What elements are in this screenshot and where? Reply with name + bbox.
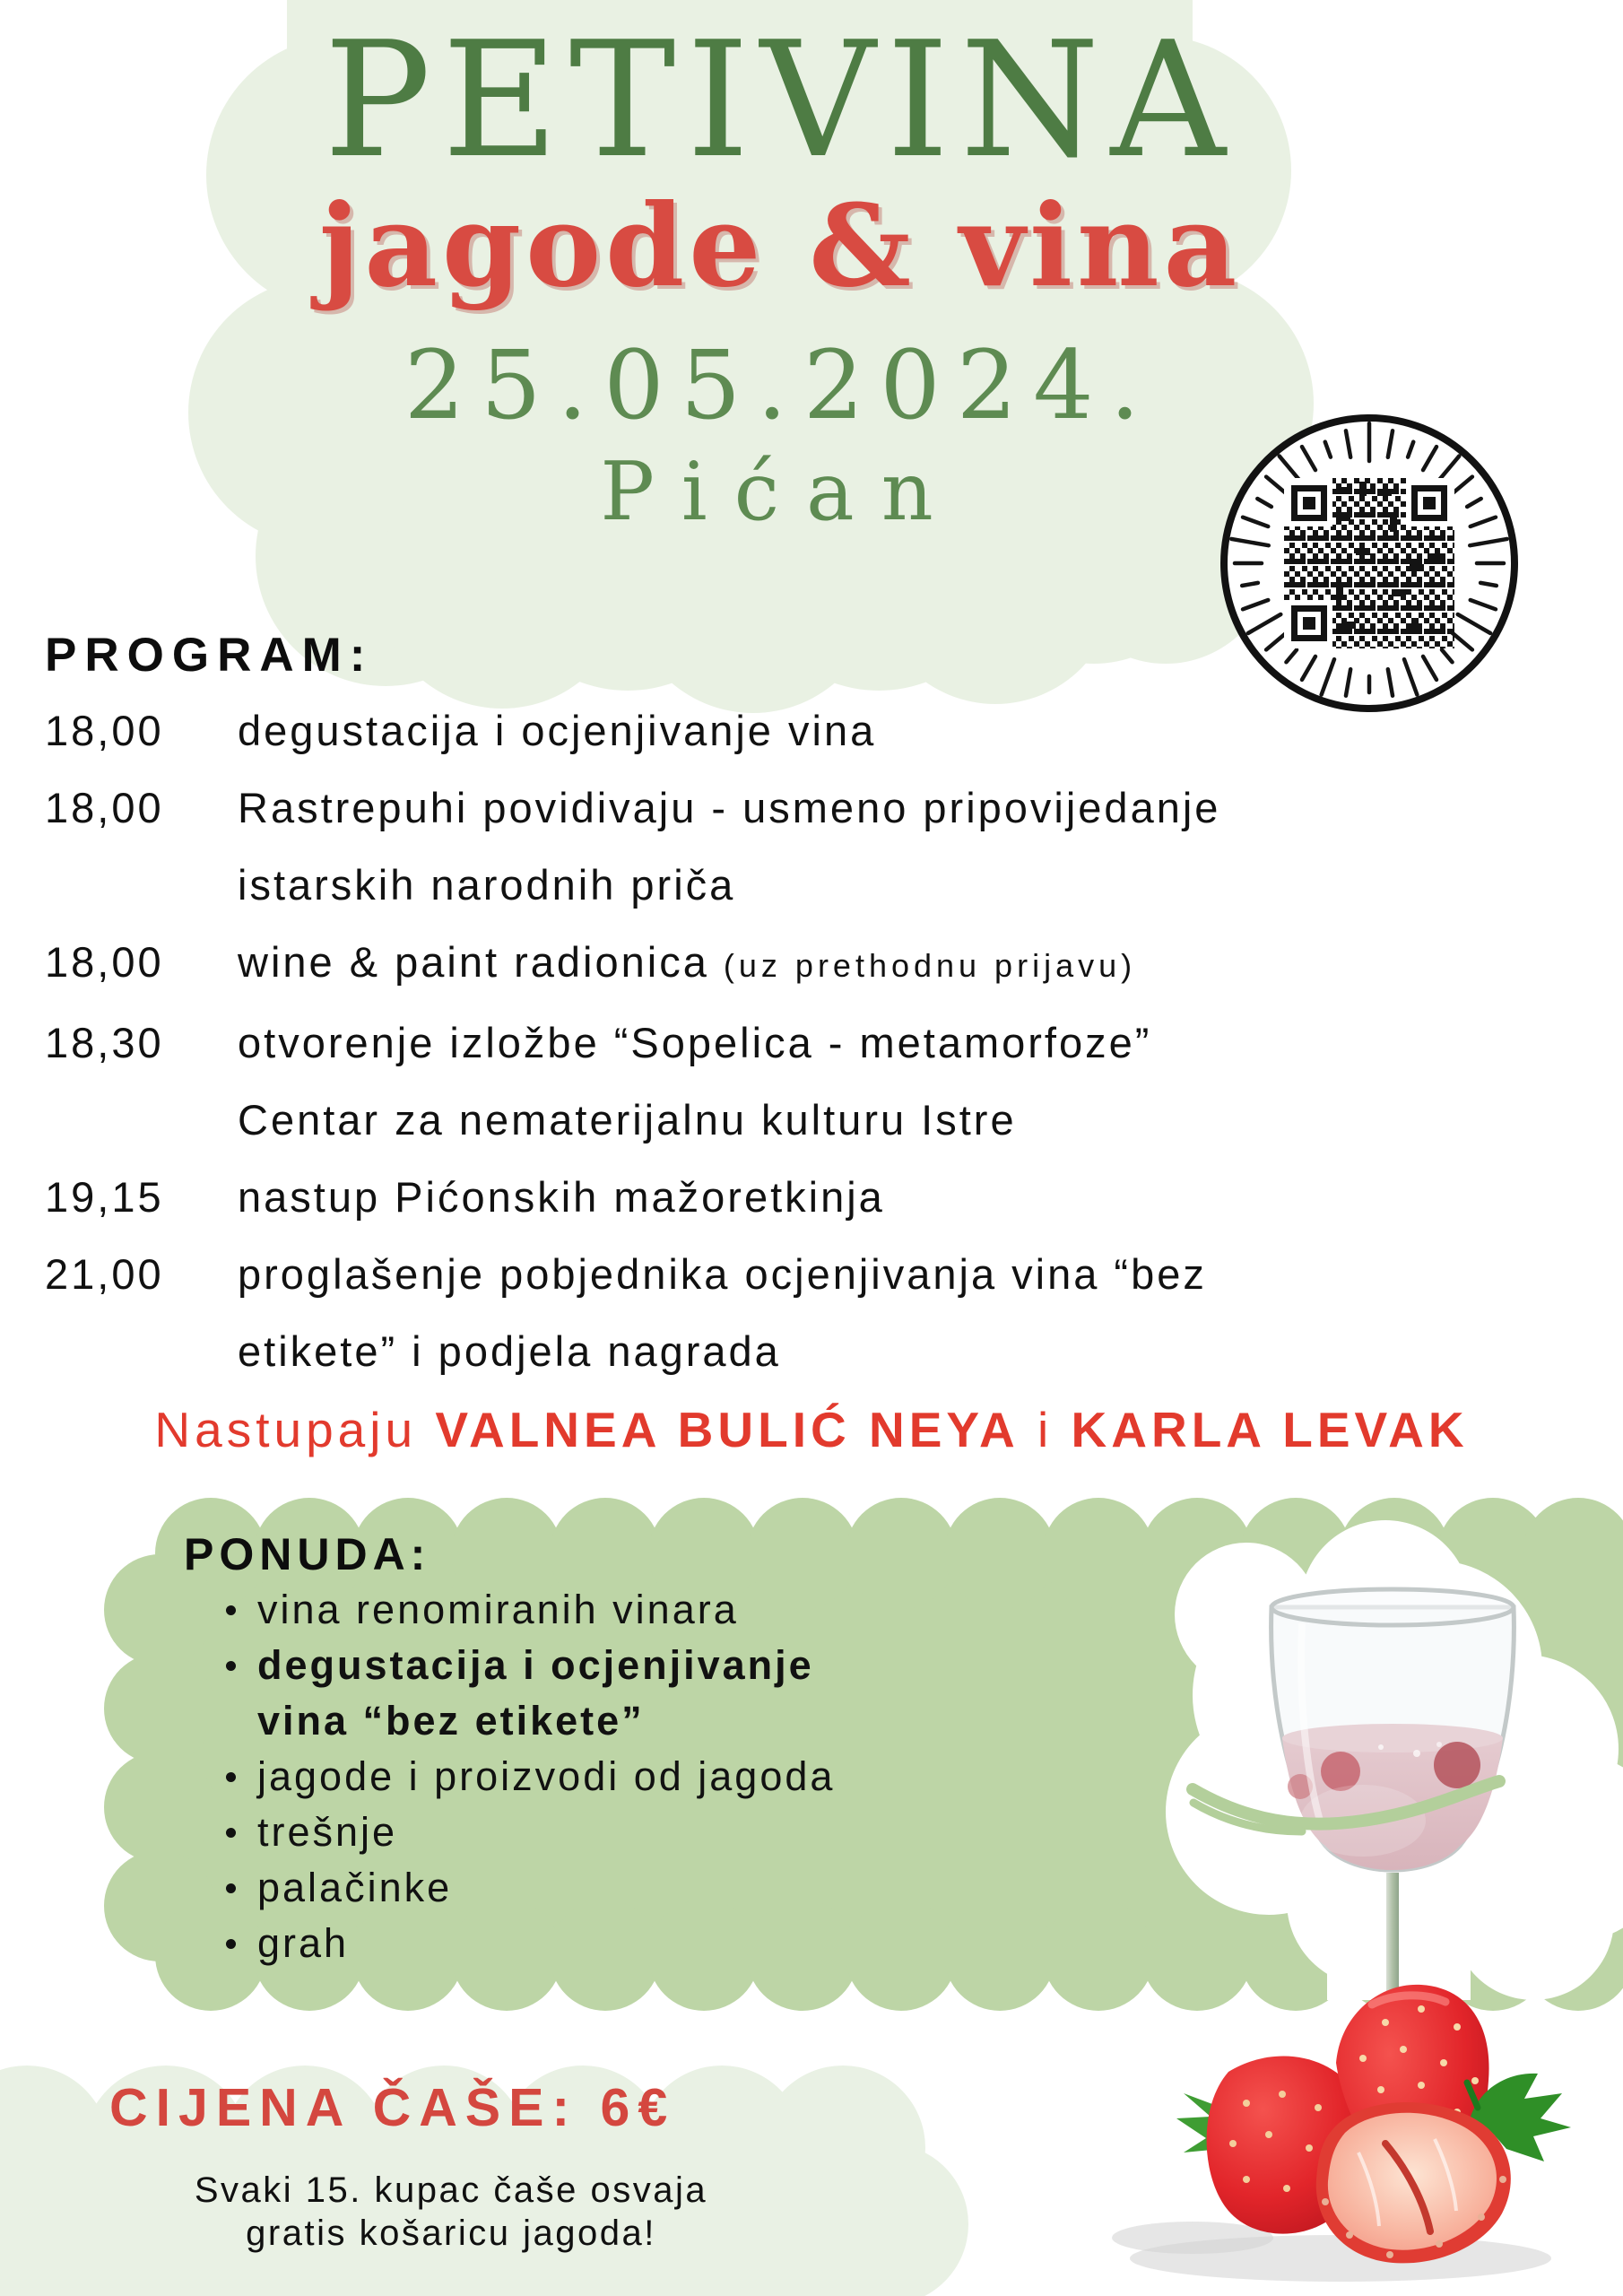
program-text [238, 1236, 1551, 1390]
offer-item [226, 1749, 1105, 1805]
offer-item-text: palačinke [257, 1865, 453, 1910]
bullet-dot-icon [226, 1883, 236, 1893]
offer-item [226, 1860, 1105, 1916]
price-label: CIJENA ČAŠE: 6€ [109, 2078, 676, 2137]
program-text [238, 692, 1551, 770]
strawberries-illustration [1112, 1985, 1571, 2282]
price-note-line: Svaki 15. kupac čaše osvaja [194, 2170, 708, 2210]
program-list [45, 692, 1569, 1390]
program-line: istarskih narodnih priča [238, 861, 736, 909]
program-time: 21,00 [45, 1250, 164, 1298]
offer-item [226, 1805, 1105, 1860]
program-time: 18,30 [45, 1019, 164, 1066]
program-line: otvorenje izložbe “Sopelica - metamorfoze” [238, 1019, 1152, 1066]
event-location: Pićan [600, 445, 960, 539]
performers-line [0, 1401, 1623, 1458]
program-text [238, 1004, 1551, 1159]
poster-subtitle: jagode & vina [318, 179, 1242, 312]
program-row [45, 1236, 1569, 1390]
price-note [115, 2169, 787, 2255]
program-row [45, 1004, 1569, 1159]
offer-item [226, 1916, 1105, 1971]
program-row [45, 1159, 1569, 1236]
performer-name: VALNEA BULIĆ NEYA [435, 1402, 1020, 1457]
poster-title: PETIVINA [324, 7, 1237, 193]
program-line: Centar za nematerijalnu kulturu Istre [238, 1096, 1017, 1144]
program-time: 19,15 [45, 1173, 164, 1221]
offer-item [226, 1638, 1105, 1749]
program-time: 18,00 [45, 707, 164, 754]
offer-item-text: grah [257, 1920, 350, 1966]
offer-item-text: jagode i proizvodi od jagoda [257, 1753, 836, 1799]
offer-item-text: trešnje [257, 1809, 398, 1855]
bullet-dot-icon [226, 1661, 236, 1671]
program-line: Rastrepuhi povidivaju - usmeno pripovijedanje [238, 784, 1221, 831]
offer-item-text: degustacija i ocjenjivanje [257, 1642, 814, 1688]
offer-item-text: vina renomiranih vinara [257, 1587, 739, 1632]
offer-item [226, 1582, 1105, 1638]
program-text [238, 770, 1551, 924]
program-heading: PROGRAM: [45, 629, 374, 682]
program-line: nastup Pićonskih mažoretkinja [238, 1173, 885, 1221]
performers-prefix: Nastupaju [154, 1402, 418, 1457]
performers-conjunction: i [1037, 1402, 1054, 1457]
program-row [45, 924, 1569, 1004]
program-time: 18,00 [45, 938, 164, 986]
offer-item-text: vina “bez etikete” [257, 1698, 645, 1744]
offer-heading: PONUDA: [184, 1529, 431, 1579]
bullet-dot-icon [226, 1772, 236, 1782]
program-line: degustacija i ocjenjivanje vina [238, 707, 877, 754]
program-text [238, 1159, 1551, 1236]
program-note: (uz prethodnu prijavu) [723, 947, 1137, 984]
program-row [45, 770, 1569, 924]
program-line: etikete” i podjela nagrada [238, 1327, 781, 1375]
bullet-dot-icon [226, 1939, 236, 1949]
bullet-dot-icon [226, 1828, 236, 1838]
price-note-line: gratis košaricu jagoda! [246, 2213, 656, 2253]
program-line: proglašenje pobjednika ocjenjivanja vina “bez [238, 1250, 1207, 1298]
program-time: 18,00 [45, 784, 164, 831]
program-text [238, 924, 1551, 1004]
program-row [45, 692, 1569, 770]
event-date: 25.05.2024. [404, 330, 1157, 440]
bullet-dot-icon [226, 1605, 236, 1615]
performer-name: KARLA LEVAK [1071, 1402, 1469, 1457]
offer-list [226, 1582, 1105, 1971]
program-line: wine & paint radionica [238, 938, 709, 986]
